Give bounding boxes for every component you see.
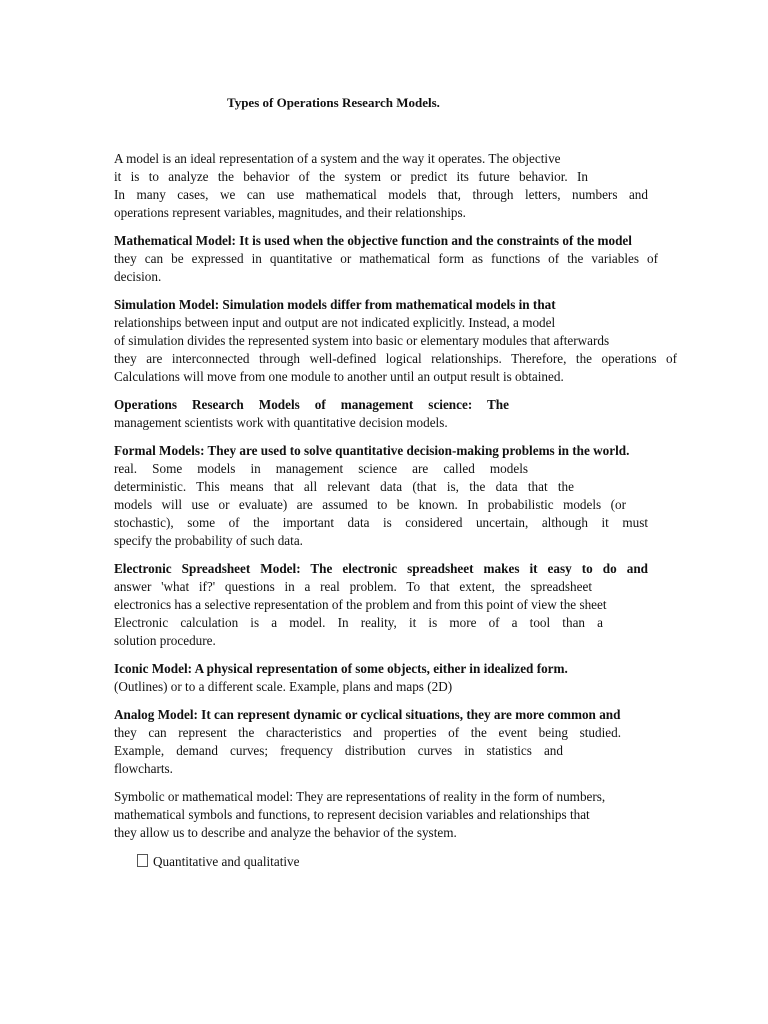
- intro-line-3: In many cases, we can use mathematical models that, through letters, numbers and: [114, 187, 648, 202]
- symbolic-model-line-2: mathematical symbols and functions, to represent decision variables and relationships that: [114, 807, 590, 822]
- simulation-line-3: of simulation divides the represented system into basic or elementary modules that afterwards: [114, 333, 610, 348]
- analog-model-heading: Analog Model: It can represent dynamic or cyclical situations, they are more common and: [114, 707, 621, 722]
- analog-line-3: Example, demand curves; frequency distribution curves in statistics and: [114, 743, 563, 758]
- simulation-line-5: Calculations will move from one module to another until an output result is obtained.: [114, 369, 564, 384]
- iconic-model-heading: Iconic Model: A physical representation of some objects, either in idealized form.: [114, 661, 568, 676]
- page-title: Types of Operations Research Models.: [227, 95, 440, 110]
- formal-line-2: real. Some models in management science are called models: [114, 461, 528, 476]
- spreadsheet-line-2: answer 'what if?' questions in a real problem. To that extent, the spreadsheet: [114, 579, 592, 594]
- checkbox-glyph-icon: [137, 854, 148, 867]
- simulation-line-2: relationships between input and output are not indicated explicitly. Instead, a model: [114, 315, 556, 330]
- intro-line-4: operations represent variables, magnitudes, and their relationships.: [114, 205, 466, 220]
- formal-line-5: stochastic), some of the important data is considered uncertain, although it must: [114, 515, 648, 530]
- formal-line-6: specify the probability of such data.: [114, 533, 303, 548]
- formal-line-4: models will use or evaluate) are assumed to be known. In probabilistic models (or: [114, 497, 626, 512]
- iconic-line-2: (Outlines) or to a different scale. Example, plans and maps (2D): [114, 679, 453, 694]
- management-science-heading: Operations Research Models of management science: The: [114, 397, 509, 412]
- simulation-line-4: they are interconnected through well-defined logical relationships. Therefore, the operations of: [114, 351, 677, 366]
- mathematical-line-2: they can be expressed in quantitative or mathematical form as functions of the variables of: [114, 251, 658, 266]
- spreadsheet-model-heading: Electronic Spreadsheet Model: The electronic spreadsheet makes it easy to do and: [114, 561, 648, 576]
- formal-models-heading: Formal Models: They are used to solve quantitative decision-making problems in the world.: [114, 443, 630, 458]
- symbolic-model-line-3: they allow us to describe and analyze the behavior of the system.: [114, 825, 457, 840]
- mathematical-model-heading: Mathematical Model: It is used when the objective function and the constraints of the model: [114, 233, 632, 248]
- bullet-item: [137, 853, 299, 871]
- intro-line-2: it is to analyze the behavior of the system or predict its future behavior. In: [114, 169, 588, 184]
- formal-line-3: deterministic. This means that all relevant data (that is, the data that the: [114, 479, 574, 494]
- analog-line-4: flowcharts.: [114, 761, 173, 776]
- spreadsheet-line-4: Electronic calculation is a model. In reality, it is more of a tool than a: [114, 615, 603, 630]
- mathematical-line-3: decision.: [114, 269, 162, 284]
- intro-line-1: A model is an ideal representation of a system and the way it operates. The objective: [114, 151, 561, 166]
- analog-line-2: they can represent the characteristics and properties of the event being studied.: [114, 725, 621, 740]
- management-line-2: management scientists work with quantitative decision models.: [114, 415, 448, 430]
- bullet-text: Quantitative and qualitative: [153, 854, 300, 869]
- spreadsheet-line-3: electronics has a selective representation of the problem and from this point of view the sheet: [114, 597, 607, 612]
- simulation-model-heading: Simulation Model: Simulation models differ from mathematical models in that: [114, 297, 556, 312]
- spreadsheet-line-5: solution procedure.: [114, 633, 216, 648]
- symbolic-model-line-1: Symbolic or mathematical model: They are representations of reality in the form of numbers,: [114, 789, 606, 804]
